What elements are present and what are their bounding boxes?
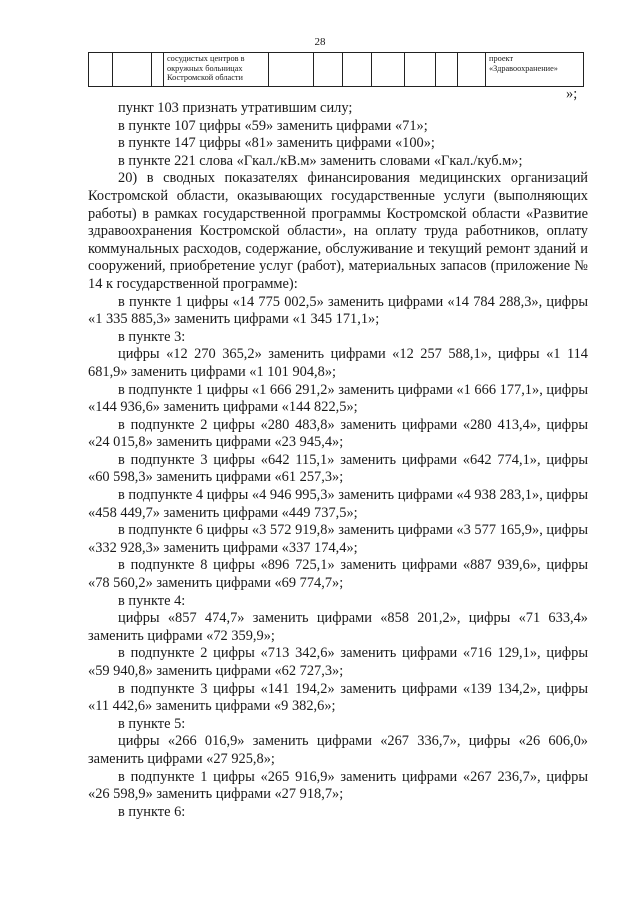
paragraph: в пункте 1 цифры «14 775 002,5» заменить цифрами «14 784 288,3», цифры «1 335 885,3» заменить цифрами «1 345 171,1»;	[88, 293, 588, 328]
table-cell	[486, 53, 584, 87]
table-cell	[269, 53, 314, 87]
paragraph: цифры «857 474,7» заменить цифрами «858 201,2», цифры «71 633,4» заменить цифрами «72 359,9»;	[88, 610, 588, 644]
page-number: 28	[314, 36, 326, 48]
table-cell	[405, 53, 436, 87]
paragraph: цифры «266 016,9» заменить цифрами «267 336,7», цифры «26 606,0» заменить цифрами «27 925,8»;	[88, 733, 588, 767]
table-cell-line: проект	[489, 54, 514, 63]
paragraph: пункт 103 признать утратившим силу;	[118, 100, 353, 116]
paragraph: в подпункте 1 цифры «1 666 291,2» заменить цифрами «1 666 177,1», цифры «144 936,6» заменить цифрами «144 822,5»;	[88, 381, 588, 416]
table-closing-quote: »;	[566, 86, 578, 102]
paragraph: в пункте 5:	[118, 715, 186, 732]
table-cell	[164, 53, 269, 87]
table-body	[89, 53, 584, 87]
table-cell	[314, 53, 343, 87]
table-cell-line: Костромской области	[167, 73, 243, 83]
paragraph: в пункте 221 слова «Гкал./кВ.м» заменить словами «Гкал./куб.м»;	[118, 152, 523, 169]
paragraph: в подпункте 2 цифры «280 483,8» заменить цифрами «280 413,4», цифры «24 015,8» заменить цифрами «23 945,4»;	[88, 416, 588, 451]
paragraph: в подпункте 3 цифры «141 194,2» заменить цифрами «139 134,2», цифры «11 442,6» заменить цифрами «9 382,6»;	[88, 680, 588, 715]
table-cell-text	[164, 53, 268, 83]
paragraph: в подпункте 6 цифры «3 572 919,8» заменить цифрами «3 577 165,9», цифры «332 928,3» заменить цифрами «337 174,4»;	[88, 522, 588, 556]
table-cell	[113, 53, 152, 87]
paragraph: в пункте 107 цифры «59» заменить цифрами «71»;	[118, 117, 428, 134]
table-cell	[458, 53, 486, 87]
paragraph: в пункте 4:	[118, 592, 186, 609]
table-cell	[436, 53, 458, 87]
paragraph: в подпункте 2 цифры «713 342,6» заменить цифрами «716 129,1», цифры «59 940,8» заменить цифрами «62 727,3»;	[88, 645, 588, 679]
paragraph: в пункте 3:	[118, 328, 186, 345]
paragraph: в подпункте 8 цифры «896 725,1» заменить цифрами «887 939,6», цифры «78 560,2» заменить цифрами «69 774,7»;	[88, 557, 588, 592]
table-cell-line: окружных больницах	[167, 63, 243, 73]
table-row	[89, 53, 584, 87]
paragraph: цифры «12 270 365,2» заменить цифрами «12 257 588,1», цифры «1 114 681,9» заменить цифрами «1 101 904,8»;	[88, 346, 588, 380]
paragraph: в подпункте 4 цифры «4 946 995,3» заменить цифрами «4 938 283,1», цифры «458 449,7» заменить цифрами «449 737,5»;	[88, 487, 588, 521]
table-cell-line: «Здравоохранение»	[489, 63, 558, 73]
continuation-table	[88, 52, 584, 87]
paragraph: в подпункте 3 цифры «642 115,1» заменить цифрами «642 774,1», цифры «60 598,3» заменить цифрами «61 257,3»;	[88, 451, 588, 486]
paragraph: в пункте 147 цифры «81» заменить цифрами «100»;	[118, 135, 435, 152]
table-cell-text	[486, 53, 583, 73]
paragraph: в пункте 6:	[118, 803, 186, 820]
table-cell	[372, 53, 405, 87]
document-body	[88, 100, 588, 821]
paragraph: 20) в сводных показателях финансирования медицинских организаций Костромской области, оказывающих государственные услуги (выполняющих работы) в рамках государственной программы Костромской области «Развитие здравоохранения Костромской области», на оплату труда работников, оплату коммунальных расходов, содержание, обслуживание и текущий ремонт зданий и сооружений, приобретение услуг (работ), материальных запасов (приложение № 14 к государственной программе):	[88, 170, 588, 292]
table-cell	[152, 53, 164, 87]
paragraph: в подпункте 1 цифры «265 916,9» заменить цифрами «267 236,7», цифры «26 598,9» заменить цифрами «27 918,7»;	[88, 768, 588, 803]
table-cell	[89, 53, 113, 87]
table-cell	[343, 53, 372, 87]
table-cell-line: сосудистых центров в	[167, 54, 245, 63]
